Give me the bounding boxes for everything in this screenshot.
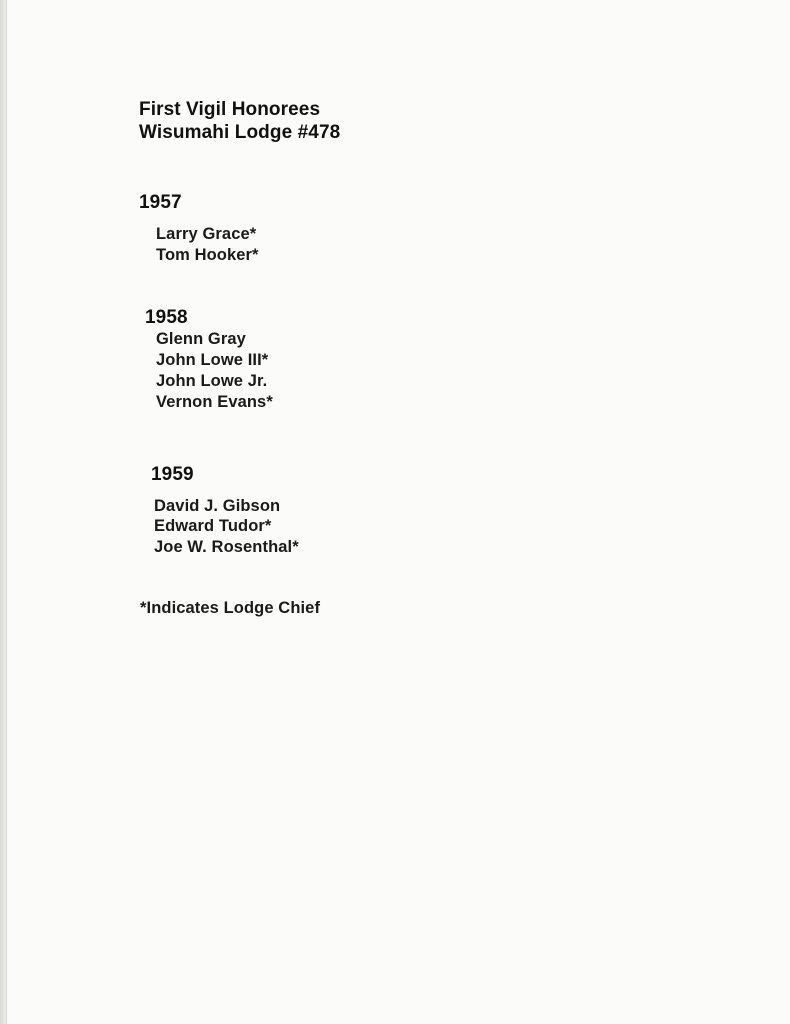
title-line-1: First Vigil Honorees xyxy=(139,99,321,120)
year-heading-1957: 1957 xyxy=(139,192,182,213)
footnote: *Indicates Lodge Chief xyxy=(140,599,321,617)
honoree-name: Tom Hooker* xyxy=(156,246,259,264)
honoree-name: Vernon Evans* xyxy=(156,393,273,411)
honoree-name: David J. Gibson xyxy=(154,497,281,515)
year-heading-1959: 1959 xyxy=(151,464,194,485)
year-heading-1958: 1958 xyxy=(145,307,188,328)
document-page xyxy=(6,0,790,1024)
honoree-name: Edward Tudor* xyxy=(154,517,272,535)
honoree-name: Larry Grace* xyxy=(156,225,257,243)
honoree-name: Joe W. Rosenthal* xyxy=(154,538,299,556)
honoree-name: John Lowe Jr. xyxy=(156,372,268,390)
honoree-name: John Lowe III* xyxy=(156,351,269,369)
title-line-2: Wisumahi Lodge #478 xyxy=(139,122,341,143)
honoree-name: Glenn Gray xyxy=(156,330,246,348)
